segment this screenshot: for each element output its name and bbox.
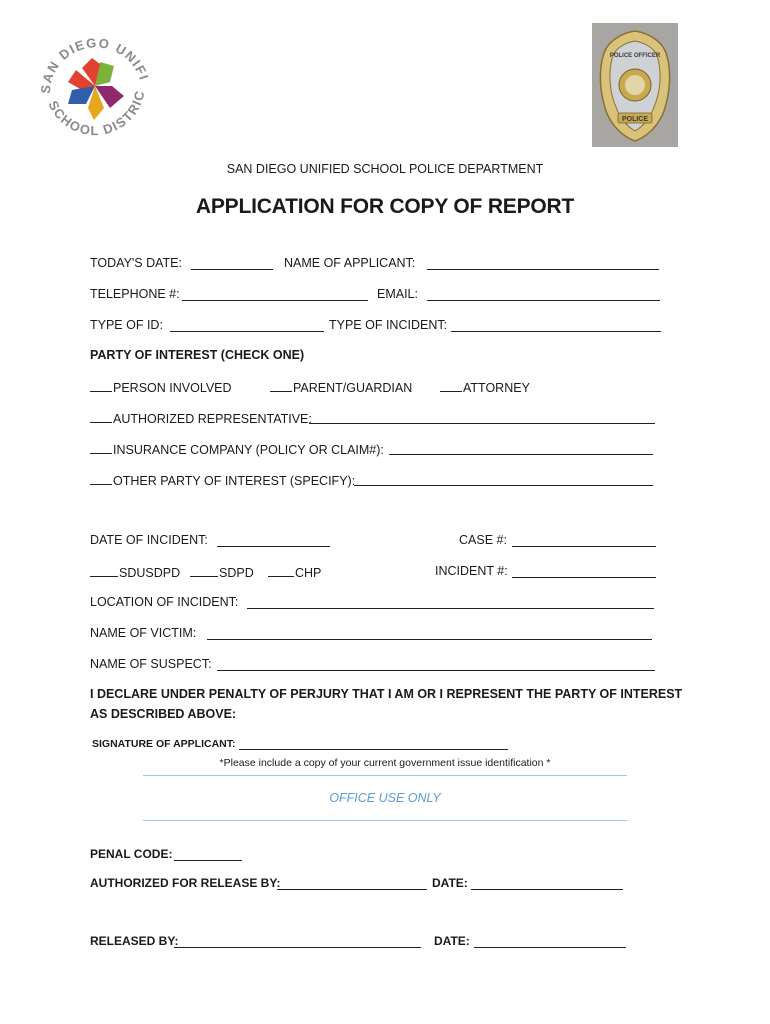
other-party-label: OTHER PARTY OF INTEREST (SPECIFY): xyxy=(113,474,356,488)
victim-label: NAME OF VICTIM: xyxy=(90,626,197,640)
date-2-field[interactable] xyxy=(474,947,626,948)
office-use-heading: OFFICE USE ONLY xyxy=(329,791,441,805)
other-party-field[interactable] xyxy=(354,485,653,486)
penal-code-label: PENAL CODE: xyxy=(90,847,173,861)
location-field[interactable] xyxy=(247,608,654,609)
email-field[interactable] xyxy=(427,300,660,301)
released-by-field[interactable] xyxy=(174,947,421,948)
email-label: EMAIL: xyxy=(377,287,418,301)
sdpd-option[interactable] xyxy=(190,564,254,580)
insurance-label: INSURANCE COMPANY (POLICY OR CLAIM#): xyxy=(113,443,384,457)
office-rule-top xyxy=(143,775,627,776)
page-title: APPLICATION FOR COPY OF REPORT xyxy=(195,195,575,218)
police-badge xyxy=(592,23,678,147)
person-involved-label: PERSON INVOLVED xyxy=(113,381,232,395)
parent-guardian-label: PARENT/GUARDIAN xyxy=(293,381,413,395)
signature-field[interactable] xyxy=(239,749,508,750)
police-badge-icon xyxy=(592,23,678,147)
authorized-rep-option[interactable] xyxy=(90,410,312,426)
signature-label: SIGNATURE OF APPLICANT: xyxy=(92,738,236,750)
insurance-checkbox[interactable] xyxy=(90,441,112,454)
case-number-label: CASE #: xyxy=(459,533,507,547)
sdusdpd-checkbox[interactable] xyxy=(90,564,118,577)
insurance-field[interactable] xyxy=(389,454,653,455)
department-name: SAN DIEGO UNIFIED SCHOOL POLICE DEPARTMENT xyxy=(226,162,544,176)
sdpd-label: SDPD xyxy=(219,566,254,580)
type-of-id-label: TYPE OF ID: xyxy=(90,318,163,332)
type-of-incident-field[interactable] xyxy=(451,331,661,332)
date-2-label: DATE: xyxy=(434,934,470,948)
released-by-label: RELEASED BY: xyxy=(90,934,179,948)
date-1-field[interactable] xyxy=(471,889,623,890)
authorized-for-release-field[interactable] xyxy=(277,889,427,890)
declaration-line-2: AS DESCRIBED ABOVE: xyxy=(90,707,237,721)
attorney-label: ATTORNEY xyxy=(463,381,530,395)
name-of-applicant-label: NAME OF APPLICANT: xyxy=(284,256,416,270)
parent-guardian-checkbox[interactable] xyxy=(270,379,292,392)
suspect-field[interactable] xyxy=(217,670,655,671)
name-of-applicant-field[interactable] xyxy=(427,269,659,270)
svg-text:POLICE OFFICER: POLICE OFFICER xyxy=(609,53,661,59)
chp-checkbox[interactable] xyxy=(268,564,294,577)
person-involved-checkbox[interactable] xyxy=(90,379,112,392)
authorized-rep-checkbox[interactable] xyxy=(90,410,112,423)
id-note: *Please include a copy of your current government issue identification * xyxy=(219,757,551,769)
penal-code-field[interactable] xyxy=(174,860,242,861)
sdusdpd-label: SDUSDPD xyxy=(119,566,181,580)
declaration-line-1: I DECLARE UNDER PENALTY OF PERJURY THAT I AM OR I REPRESENT THE PARTY OF INTEREST xyxy=(90,687,683,701)
victim-field[interactable] xyxy=(207,639,652,640)
district-logo xyxy=(32,24,158,150)
date-of-incident-field[interactable] xyxy=(217,546,330,547)
other-party-checkbox[interactable] xyxy=(90,472,112,485)
attorney-option[interactable] xyxy=(440,379,530,395)
telephone-field[interactable] xyxy=(182,300,368,301)
svg-text:SAN DIEGO UNIFIED: SAN DIEGO UNIFI xyxy=(37,35,152,95)
telephone-label: TELEPHONE #: xyxy=(90,287,180,301)
district-logo-icon xyxy=(32,24,158,150)
parent-guardian-option[interactable] xyxy=(270,379,412,395)
authorized-rep-field[interactable] xyxy=(309,423,655,424)
insurance-option[interactable] xyxy=(90,441,384,457)
other-party-option[interactable] xyxy=(90,472,355,488)
person-involved-option[interactable] xyxy=(90,379,232,395)
sdusdpd-option[interactable] xyxy=(90,564,180,580)
chp-option[interactable] xyxy=(268,564,321,580)
incident-number-label: INCIDENT #: xyxy=(435,564,508,578)
attorney-checkbox[interactable] xyxy=(440,379,462,392)
authorized-rep-label: AUTHORIZED REPRESENTATIVE: xyxy=(113,412,312,426)
party-of-interest-heading: PARTY OF INTEREST (CHECK ONE) xyxy=(90,348,305,362)
type-of-incident-label: TYPE OF INCIDENT: xyxy=(329,318,448,332)
svg-text:SCHOOL DISTRICT: SCHOOL DISTRIC xyxy=(45,88,148,139)
location-label: LOCATION OF INCIDENT: xyxy=(90,595,239,609)
todays-date-label: TODAY'S DATE: xyxy=(90,256,182,270)
authorized-for-release-label: AUTHORIZED FOR RELEASE BY: xyxy=(90,876,281,890)
suspect-label: NAME OF SUSPECT: xyxy=(90,657,212,671)
incident-number-field[interactable] xyxy=(512,577,656,578)
sdpd-checkbox[interactable] xyxy=(190,564,218,577)
todays-date-field[interactable] xyxy=(191,269,273,270)
case-number-field[interactable] xyxy=(512,546,656,547)
date-of-incident-label: DATE OF INCIDENT: xyxy=(90,533,208,547)
date-1-label: DATE: xyxy=(432,876,468,890)
office-rule-bottom xyxy=(143,820,627,821)
type-of-id-field[interactable] xyxy=(170,331,324,332)
chp-label: CHP xyxy=(295,566,322,580)
svg-text:POLICE: POLICE xyxy=(621,116,649,123)
